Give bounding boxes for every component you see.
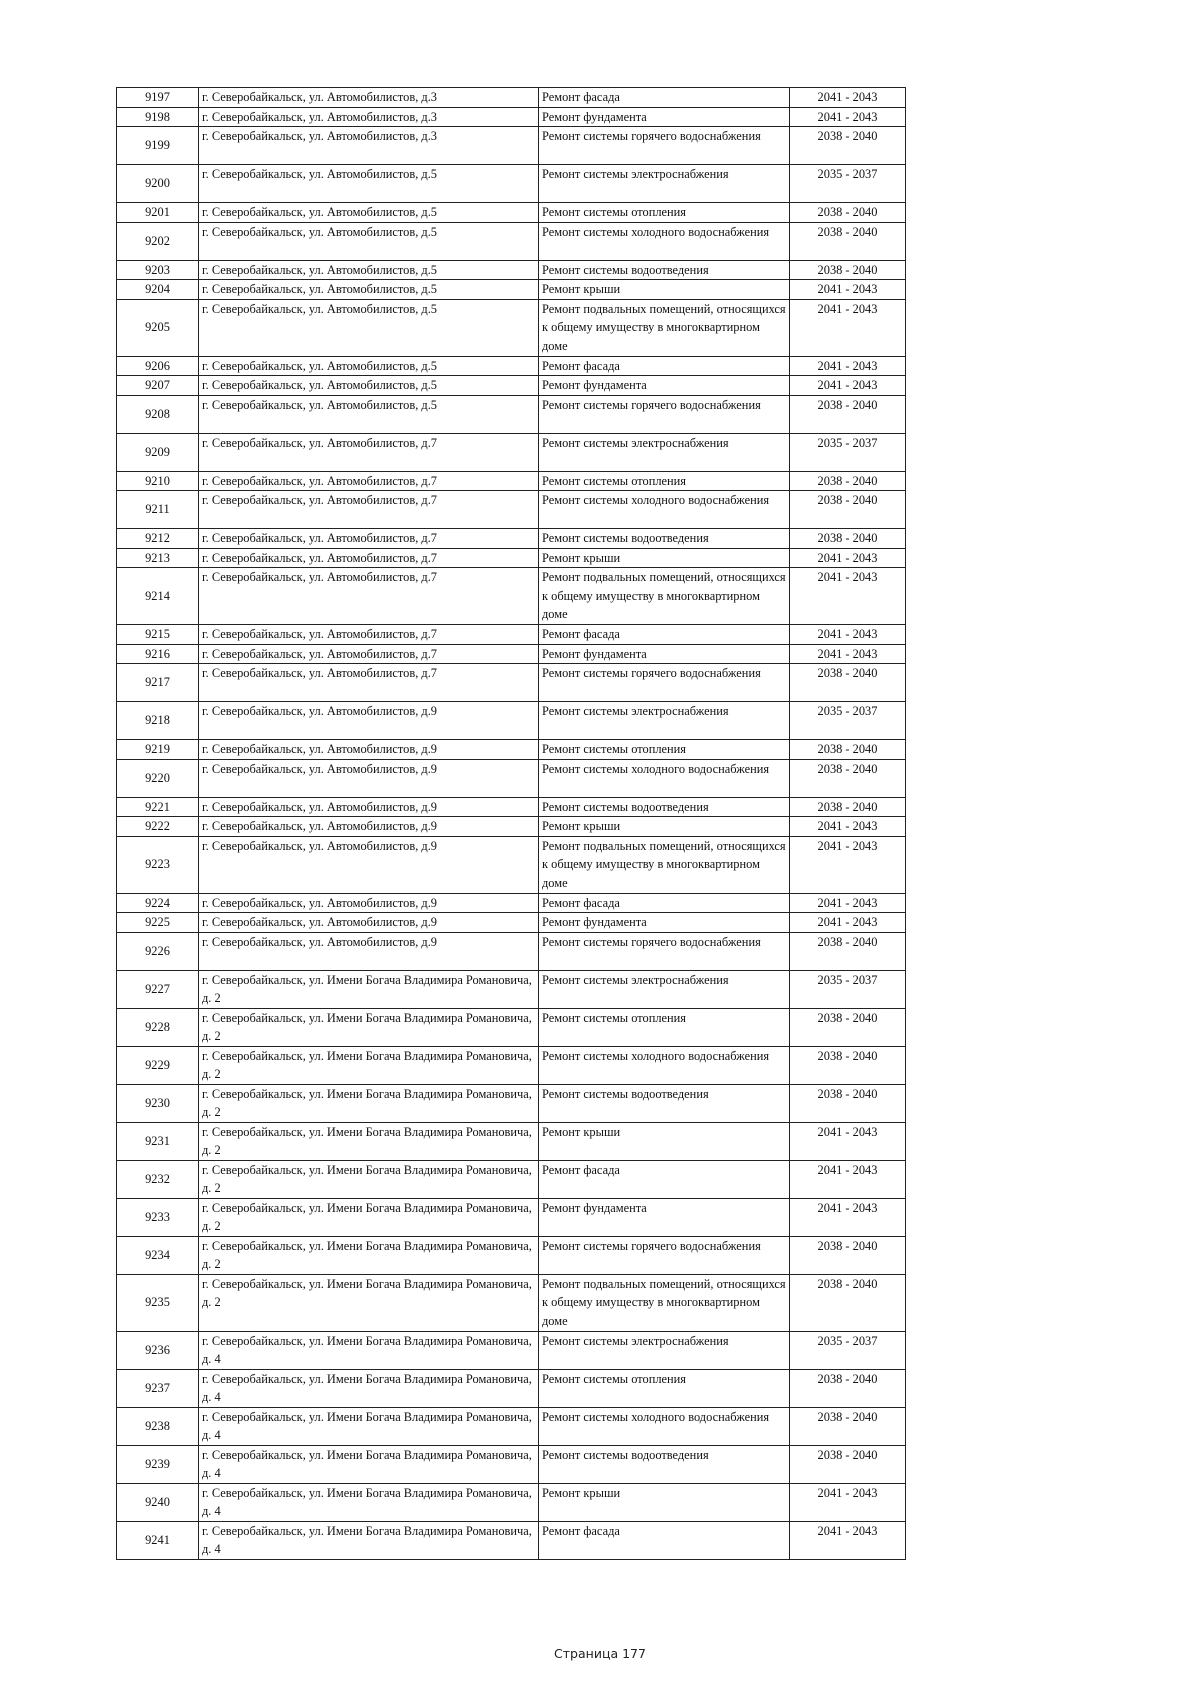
address-cell: г. Северобайкальск, ул. Имени Богача Владимира Романовича, д. 2 [199,1122,539,1160]
period-cell: 2038 - 2040 [790,260,906,280]
row-number: 9223 [117,836,199,893]
work-type-cell: Ремонт фасада [539,625,790,645]
row-number: 9221 [117,797,199,817]
table-row [117,759,906,797]
work-type-cell: Ремонт системы отопления [539,1369,790,1407]
row-number: 9239 [117,1445,199,1483]
period-cell: 2041 - 2043 [790,376,906,396]
address-cell: г. Северобайкальск, ул. Имени Богача Владимира Романовича, д. 2 [199,1236,539,1274]
period-cell: 2038 - 2040 [790,1236,906,1274]
period-cell: 2038 - 2040 [790,932,906,970]
period-cell: 2041 - 2043 [790,893,906,913]
address-cell: г. Северобайкальск, ул. Автомобилистов, д.7 [199,625,539,645]
period-cell: 2038 - 2040 [790,529,906,549]
work-type-cell: Ремонт системы электроснабжения [539,165,790,203]
address-cell: г. Северобайкальск, ул. Автомобилистов, д.7 [199,491,539,529]
period-cell: 2038 - 2040 [790,1008,906,1046]
row-number: 9240 [117,1483,199,1521]
row-number: 9208 [117,395,199,433]
table-row [117,529,906,549]
period-cell: 2041 - 2043 [790,568,906,625]
work-type-cell: Ремонт системы электроснабжения [539,1331,790,1369]
row-number: 9206 [117,356,199,376]
table-row [117,548,906,568]
table-row [117,127,906,165]
address-cell: г. Северобайкальск, ул. Автомобилистов, д.7 [199,433,539,471]
period-cell: 2041 - 2043 [790,1122,906,1160]
period-cell: 2038 - 2040 [790,664,906,702]
table-row [117,1236,906,1274]
row-number: 9234 [117,1236,199,1274]
period-cell: 2038 - 2040 [790,471,906,491]
work-type-cell: Ремонт системы горячего водоснабжения [539,932,790,970]
period-cell: 2038 - 2040 [790,491,906,529]
period-cell: 2041 - 2043 [790,1483,906,1521]
period-cell: 2035 - 2037 [790,702,906,740]
work-type-cell: Ремонт фасада [539,1521,790,1559]
work-type-cell: Ремонт системы электроснабжения [539,433,790,471]
table-row [117,1122,906,1160]
work-type-cell: Ремонт системы холодного водоснабжения [539,491,790,529]
table-row [117,1046,906,1084]
address-cell: г. Северобайкальск, ул. Автомобилистов, д.5 [199,280,539,300]
period-cell: 2041 - 2043 [790,836,906,893]
row-number: 9197 [117,88,199,108]
row-number: 9205 [117,299,199,356]
work-type-cell: Ремонт системы горячего водоснабжения [539,127,790,165]
table-row [117,491,906,529]
address-cell: г. Северобайкальск, ул. Автомобилистов, д.5 [199,356,539,376]
work-type-cell: Ремонт системы водоотведения [539,529,790,549]
work-type-cell: Ремонт системы холодного водоснабжения [539,1046,790,1084]
address-cell: г. Северобайкальск, ул. Автомобилистов, д.5 [199,376,539,396]
table-row [117,932,906,970]
table-row [117,280,906,300]
work-type-cell: Ремонт системы холодного водоснабжения [539,222,790,260]
row-number: 9209 [117,433,199,471]
table-row [117,1369,906,1407]
row-number: 9225 [117,913,199,933]
address-cell: г. Северобайкальск, ул. Автомобилистов, д.9 [199,836,539,893]
address-cell: г. Северобайкальск, ул. Автомобилистов, д.7 [199,529,539,549]
row-number: 9199 [117,127,199,165]
row-number: 9201 [117,203,199,223]
period-cell: 2041 - 2043 [790,1160,906,1198]
address-cell: г. Северобайкальск, ул. Автомобилистов, д.7 [199,644,539,664]
period-cell: 2038 - 2040 [790,1369,906,1407]
period-cell: 2041 - 2043 [790,107,906,127]
work-type-cell: Ремонт системы отопления [539,203,790,223]
table-row [117,836,906,893]
row-number: 9217 [117,664,199,702]
work-type-cell: Ремонт фундамента [539,1198,790,1236]
address-cell: г. Северобайкальск, ул. Автомобилистов, д.5 [199,222,539,260]
work-type-cell: Ремонт системы горячего водоснабжения [539,1236,790,1274]
table-row [117,395,906,433]
row-number: 9200 [117,165,199,203]
period-cell: 2041 - 2043 [790,1521,906,1559]
period-cell: 2038 - 2040 [790,1084,906,1122]
period-cell: 2041 - 2043 [790,280,906,300]
row-number: 9214 [117,568,199,625]
address-cell: г. Северобайкальск, ул. Автомобилистов, д.3 [199,107,539,127]
address-cell: г. Северобайкальск, ул. Автомобилистов, д.9 [199,702,539,740]
table-row [117,1084,906,1122]
address-cell: г. Северобайкальск, ул. Автомобилистов, д.5 [199,165,539,203]
table-row [117,893,906,913]
address-cell: г. Северобайкальск, ул. Имени Богача Владимира Романовича, д. 4 [199,1483,539,1521]
row-number: 9213 [117,548,199,568]
row-number: 9198 [117,107,199,127]
work-type-cell: Ремонт крыши [539,1483,790,1521]
row-number: 9212 [117,529,199,549]
period-cell: 2041 - 2043 [790,625,906,645]
work-type-cell: Ремонт фасада [539,893,790,913]
period-cell: 2038 - 2040 [790,203,906,223]
row-number: 9232 [117,1160,199,1198]
work-type-cell: Ремонт подвальных помещений, относящихся к общему имуществу в многоквартирном доме [539,836,790,893]
table-row [117,376,906,396]
address-cell: г. Северобайкальск, ул. Имени Богача Владимира Романовича, д. 2 [199,1084,539,1122]
work-type-cell: Ремонт системы горячего водоснабжения [539,395,790,433]
address-cell: г. Северобайкальск, ул. Автомобилистов, д.3 [199,127,539,165]
work-type-cell: Ремонт крыши [539,548,790,568]
table-row [117,625,906,645]
work-type-cell: Ремонт крыши [539,1122,790,1160]
row-number: 9237 [117,1369,199,1407]
work-type-cell: Ремонт системы отопления [539,471,790,491]
address-cell: г. Северобайкальск, ул. Имени Богача Владимира Романовича, д. 2 [199,1046,539,1084]
table-row [117,970,906,1008]
table-row [117,1198,906,1236]
work-type-cell: Ремонт подвальных помещений, относящихся к общему имуществу в многоквартирном доме [539,299,790,356]
row-number: 9233 [117,1198,199,1236]
address-cell: г. Северобайкальск, ул. Автомобилистов, д.9 [199,893,539,913]
table-row [117,1274,906,1331]
row-number: 9228 [117,1008,199,1046]
row-number: 9231 [117,1122,199,1160]
row-number: 9226 [117,932,199,970]
work-type-cell: Ремонт системы электроснабжения [539,970,790,1008]
table-row [117,433,906,471]
row-number: 9230 [117,1084,199,1122]
address-cell: г. Северобайкальск, ул. Автомобилистов, д.5 [199,395,539,433]
table-row [117,702,906,740]
period-cell: 2038 - 2040 [790,797,906,817]
repair-schedule-table [116,87,906,1560]
table-row [117,817,906,837]
row-number: 9210 [117,471,199,491]
row-number: 9222 [117,817,199,837]
address-cell: г. Северобайкальск, ул. Автомобилистов, д.9 [199,740,539,760]
work-type-cell: Ремонт фасада [539,1160,790,1198]
table-row [117,299,906,356]
period-cell: 2041 - 2043 [790,1198,906,1236]
table-row [117,664,906,702]
period-cell: 2038 - 2040 [790,740,906,760]
address-cell: г. Северобайкальск, ул. Автомобилистов, д.7 [199,664,539,702]
address-cell: г. Северобайкальск, ул. Имени Богача Владимира Романовича, д. 2 [199,970,539,1008]
work-type-cell: Ремонт системы водоотведения [539,1084,790,1122]
address-cell: г. Северобайкальск, ул. Имени Богача Владимира Романовича, д. 4 [199,1407,539,1445]
period-cell: 2041 - 2043 [790,548,906,568]
work-type-cell: Ремонт фасада [539,88,790,108]
row-number: 9241 [117,1521,199,1559]
address-cell: г. Северобайкальск, ул. Автомобилистов, д.9 [199,759,539,797]
table-row [117,1331,906,1369]
period-cell: 2041 - 2043 [790,644,906,664]
row-number: 9224 [117,893,199,913]
period-cell: 2035 - 2037 [790,433,906,471]
table-row [117,222,906,260]
address-cell: г. Северобайкальск, ул. Автомобилистов, д.3 [199,88,539,108]
table-row [117,356,906,376]
table-row [117,740,906,760]
period-cell: 2041 - 2043 [790,356,906,376]
address-cell: г. Северобайкальск, ул. Автомобилистов, д.9 [199,932,539,970]
table-row [117,1521,906,1559]
period-cell: 2035 - 2037 [790,970,906,1008]
period-cell: 2038 - 2040 [790,759,906,797]
period-cell: 2041 - 2043 [790,299,906,356]
table-row [117,107,906,127]
address-cell: г. Северобайкальск, ул. Автомобилистов, д.9 [199,913,539,933]
address-cell: г. Северобайкальск, ул. Автомобилистов, д.7 [199,548,539,568]
address-cell: г. Северобайкальск, ул. Автомобилистов, д.5 [199,260,539,280]
table-row [117,203,906,223]
address-cell: г. Северобайкальск, ул. Автомобилистов, д.9 [199,817,539,837]
period-cell: 2038 - 2040 [790,1445,906,1483]
address-cell: г. Северобайкальск, ул. Имени Богача Владимира Романовича, д. 2 [199,1008,539,1046]
work-type-cell: Ремонт системы водоотведения [539,260,790,280]
table-row [117,1407,906,1445]
period-cell: 2038 - 2040 [790,127,906,165]
row-number: 9204 [117,280,199,300]
work-type-cell: Ремонт системы водоотведения [539,1445,790,1483]
table-row [117,165,906,203]
table-row [117,797,906,817]
row-number: 9220 [117,759,199,797]
address-cell: г. Северобайкальск, ул. Автомобилистов, д.7 [199,471,539,491]
work-type-cell: Ремонт фундамента [539,644,790,664]
table-row [117,88,906,108]
row-number: 9229 [117,1046,199,1084]
work-type-cell: Ремонт системы электроснабжения [539,702,790,740]
row-number: 9216 [117,644,199,664]
row-number: 9227 [117,970,199,1008]
work-type-cell: Ремонт системы холодного водоснабжения [539,1407,790,1445]
period-cell: 2035 - 2037 [790,165,906,203]
work-type-cell: Ремонт фундамента [539,107,790,127]
work-type-cell: Ремонт подвальных помещений, относящихся к общему имуществу в многоквартирном доме [539,1274,790,1331]
period-cell: 2035 - 2037 [790,1331,906,1369]
address-cell: г. Северобайкальск, ул. Имени Богача Владимира Романовича, д. 4 [199,1331,539,1369]
address-cell: г. Северобайкальск, ул. Имени Богача Владимира Романовича, д. 4 [199,1369,539,1407]
table-row [117,1160,906,1198]
address-cell: г. Северобайкальск, ул. Имени Богача Владимира Романовича, д. 4 [199,1445,539,1483]
work-type-cell: Ремонт крыши [539,817,790,837]
work-type-cell: Ремонт крыши [539,280,790,300]
row-number: 9215 [117,625,199,645]
table-row [117,1483,906,1521]
table-row [117,1445,906,1483]
work-type-cell: Ремонт фундамента [539,913,790,933]
table-row [117,471,906,491]
work-type-cell: Ремонт подвальных помещений, относящихся к общему имуществу в многоквартирном доме [539,568,790,625]
address-cell: г. Северобайкальск, ул. Имени Богача Владимира Романовича, д. 2 [199,1274,539,1331]
table-row [117,260,906,280]
period-cell: 2038 - 2040 [790,395,906,433]
row-number: 9238 [117,1407,199,1445]
address-cell: г. Северобайкальск, ул. Автомобилистов, д.9 [199,797,539,817]
period-cell: 2038 - 2040 [790,222,906,260]
table-body [117,88,906,1560]
table-row [117,1008,906,1046]
work-type-cell: Ремонт системы отопления [539,1008,790,1046]
address-cell: г. Северобайкальск, ул. Автомобилистов, д.5 [199,299,539,356]
period-cell: 2038 - 2040 [790,1046,906,1084]
table-row [117,644,906,664]
address-cell: г. Северобайкальск, ул. Имени Богача Владимира Романовича, д. 2 [199,1160,539,1198]
address-cell: г. Северобайкальск, ул. Автомобилистов, д.7 [199,568,539,625]
period-cell: 2038 - 2040 [790,1274,906,1331]
row-number: 9211 [117,491,199,529]
address-cell: г. Северобайкальск, ул. Автомобилистов, д.5 [199,203,539,223]
work-type-cell: Ремонт системы водоотведения [539,797,790,817]
work-type-cell: Ремонт фундамента [539,376,790,396]
row-number: 9236 [117,1331,199,1369]
row-number: 9219 [117,740,199,760]
row-number: 9235 [117,1274,199,1331]
row-number: 9203 [117,260,199,280]
address-cell: г. Северобайкальск, ул. Имени Богача Владимира Романовича, д. 2 [199,1198,539,1236]
row-number: 9218 [117,702,199,740]
work-type-cell: Ремонт системы горячего водоснабжения [539,664,790,702]
table-row [117,913,906,933]
period-cell: 2041 - 2043 [790,913,906,933]
period-cell: 2041 - 2043 [790,817,906,837]
address-cell: г. Северобайкальск, ул. Имени Богача Владимира Романовича, д. 4 [199,1521,539,1559]
work-type-cell: Ремонт фасада [539,356,790,376]
table-row [117,568,906,625]
row-number: 9207 [117,376,199,396]
period-cell: 2038 - 2040 [790,1407,906,1445]
row-number: 9202 [117,222,199,260]
work-type-cell: Ремонт системы отопления [539,740,790,760]
period-cell: 2041 - 2043 [790,88,906,108]
work-type-cell: Ремонт системы холодного водоснабжения [539,759,790,797]
page-number: Страница 177 [554,1646,646,1661]
